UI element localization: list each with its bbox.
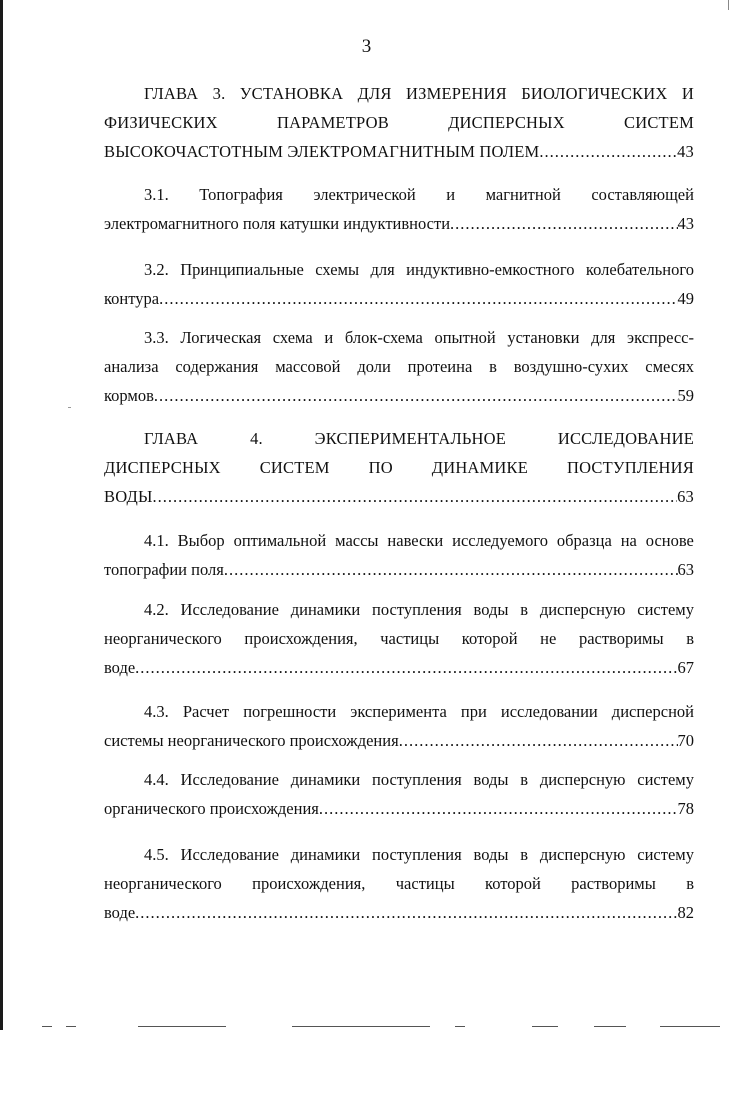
toc-word: Расчет (182, 702, 230, 721)
toc-word: протеина (407, 357, 473, 376)
toc-line (104, 255, 694, 284)
toc-word: ДЛЯ (357, 84, 392, 103)
dot-leader (135, 653, 677, 682)
toc-word: дисперсную (539, 845, 626, 864)
scan-artifact (532, 1026, 558, 1027)
toc-word: дисперсную (539, 600, 626, 619)
toc-entry-text: органического происхождения (104, 799, 319, 818)
toc-page-number: 67 (677, 658, 694, 677)
toc-entry-s4-4 (104, 765, 694, 823)
toc-word: ИССЛЕДОВАНИЕ (557, 429, 694, 448)
toc-page-number: 82 (677, 903, 694, 922)
toc-leader-line (104, 726, 694, 755)
toc-entry-s4-2 (104, 595, 694, 682)
toc-word: и (446, 185, 456, 204)
toc-word: ДИНАМИКЕ (431, 458, 529, 477)
toc-entry-text: топографии поля (104, 560, 224, 579)
toc-word: ГЛАВА (144, 84, 199, 103)
toc-line (104, 424, 694, 453)
toc-word: УСТАНОВКА (239, 84, 344, 103)
toc-word: Исследование (180, 600, 279, 619)
toc-word: магнитной (485, 185, 561, 204)
toc-page-number: 49 (677, 289, 694, 308)
dot-leader (539, 137, 677, 166)
toc-word: дисперсную (539, 770, 626, 789)
toc-entry-text: контура (104, 289, 160, 308)
toc-word: схема (272, 328, 313, 347)
toc-word: ИЗМЕРЕНИЯ (406, 84, 507, 103)
toc-line (104, 697, 694, 726)
toc-word: растворимы (578, 629, 664, 648)
toc-word: неорганического (104, 874, 222, 893)
toc-word: ГЛАВА (144, 429, 199, 448)
toc-word: ПАРАМЕТРОВ (276, 113, 389, 132)
toc-word: поступления (372, 600, 462, 619)
toc-word: доли (357, 357, 391, 376)
dot-leader (319, 794, 678, 823)
dot-leader (224, 555, 678, 584)
toc-word: в (489, 357, 497, 376)
toc-word: ЭКСПЕРИМЕНТАЛЬНОЕ (314, 429, 507, 448)
dot-leader (135, 898, 677, 927)
toc-word: 4.1. (144, 531, 169, 550)
toc-word: Исследование (180, 845, 279, 864)
toc-word: поступления (372, 770, 462, 789)
toc-word: 3.1. (144, 185, 169, 204)
toc-line (104, 869, 694, 898)
toc-word: Выбор (177, 531, 225, 550)
toc-word: ДИСПЕРСНЫХ (104, 458, 221, 477)
toc-word: для (591, 328, 616, 347)
toc-word: в (520, 770, 529, 789)
toc-word: СИСТЕМ (259, 458, 330, 477)
toc-entry-text: воде (104, 903, 136, 922)
toc-word: 3. (212, 84, 226, 103)
toc-leader-line (104, 898, 694, 927)
toc-word: динамики (290, 845, 361, 864)
toc-word: массовой (275, 357, 341, 376)
toc-word: исследовании (500, 702, 598, 721)
toc-line (104, 180, 694, 209)
toc-word: 4. (250, 429, 263, 448)
scan-artifact (594, 1026, 626, 1027)
toc-word: 4.4. (144, 770, 169, 789)
toc-word: массы (335, 531, 379, 550)
toc-page-number: 43 (677, 214, 694, 233)
toc-line (104, 453, 694, 482)
toc-leader-line (104, 555, 694, 584)
scan-left-edge (0, 0, 3, 1030)
toc-word: в (686, 629, 694, 648)
toc-entry-text: ВЫСОКОЧАСТОТНЫМ ЭЛЕКТРОМАГНИТНЫМ ПОЛЕМ (104, 142, 540, 161)
toc-word: СИСТЕМ (624, 113, 694, 132)
toc-word: систему (637, 600, 694, 619)
toc-word: воздушно-сухих (513, 357, 629, 376)
toc-word: погрешности (243, 702, 337, 721)
toc-word: Логическая (180, 328, 262, 347)
toc-leader-line (104, 284, 694, 313)
scan-speck (68, 407, 71, 408)
toc-word: установки (507, 328, 580, 347)
toc-word: основе (645, 531, 694, 550)
toc-word: дисперсной (611, 702, 694, 721)
toc-word: Топография (199, 185, 283, 204)
toc-word: схемы (315, 260, 360, 279)
toc-entry-text: кормов (104, 386, 154, 405)
toc-word: частицы (395, 874, 455, 893)
scan-artifact (66, 1026, 76, 1027)
toc-word: оптимальной (233, 531, 327, 550)
scan-corner-mark (710, 0, 729, 10)
toc-line (104, 79, 694, 108)
toc-word: при (460, 702, 487, 721)
toc-entry-s3-3 (104, 323, 694, 410)
toc-entry-s4-1 (104, 526, 694, 584)
toc-entry-text: воде (104, 658, 136, 677)
toc-word: анализа (104, 357, 159, 376)
toc-word: эксперимента (350, 702, 447, 721)
toc-word: происхождения, (244, 629, 358, 648)
toc-word: которой (461, 629, 518, 648)
toc-word: БИОЛОГИЧЕСКИХ (521, 84, 668, 103)
toc-word: экспресс- (627, 328, 694, 347)
toc-word: которой (485, 874, 541, 893)
toc-word: опытной (434, 328, 496, 347)
toc-word: воды (473, 845, 509, 864)
toc-leader-line (104, 653, 694, 682)
toc-word: неорганического (104, 629, 222, 648)
toc-word: образца (556, 531, 612, 550)
toc-word: на (620, 531, 637, 550)
toc-word: И (681, 84, 694, 103)
toc-word: индуктивно-емкостного (406, 260, 575, 279)
toc-word: в (520, 600, 529, 619)
toc-line (104, 765, 694, 794)
scan-artifact (42, 1026, 52, 1027)
dot-leader (154, 381, 678, 410)
toc-entry-s3-1 (104, 180, 694, 238)
toc-page-number: 78 (677, 799, 694, 818)
page-number: 3 (361, 36, 372, 57)
toc-word: содержания (175, 357, 259, 376)
toc-word: растворимы (571, 874, 656, 893)
toc-entry-text: электромагнитного поля катушки индуктивности (104, 214, 451, 233)
toc-word: смесях (645, 357, 694, 376)
toc-entry-s3-2 (104, 255, 694, 313)
toc-word: поступления (372, 845, 462, 864)
toc-page-number: 43 (677, 142, 694, 161)
scan-artifact (660, 1026, 720, 1027)
toc-word: 4.2. (144, 600, 169, 619)
toc-page-number: 63 (677, 560, 694, 579)
toc-leader-line (104, 209, 694, 238)
toc-word: навески (387, 531, 444, 550)
toc-word: и (324, 328, 334, 347)
toc-word: колебательного (585, 260, 694, 279)
toc-line (104, 595, 694, 624)
dot-leader (153, 482, 678, 511)
toc-word: воды (473, 770, 509, 789)
toc-word: воды (473, 600, 509, 619)
toc-leader-line (104, 482, 694, 511)
toc-word: динамики (290, 600, 361, 619)
toc-entry-s4-5 (104, 840, 694, 927)
toc-line (104, 840, 694, 869)
toc-word: Исследование (180, 770, 279, 789)
toc-line (104, 624, 694, 653)
toc-word: 4.5. (144, 845, 169, 864)
toc-word: составляющей (591, 185, 694, 204)
toc-line (104, 108, 694, 137)
toc-word: в (686, 874, 694, 893)
toc-word: происхождения, (252, 874, 366, 893)
toc-word: Принципиальные (180, 260, 304, 279)
toc-word: ФИЗИЧЕСКИХ (104, 113, 218, 132)
toc-word: систему (637, 845, 694, 864)
dot-leader (450, 209, 677, 238)
toc-word: для (370, 260, 395, 279)
dot-leader (399, 726, 678, 755)
toc-entry-ch3 (104, 79, 694, 166)
toc-word: 4.3. (144, 702, 169, 721)
toc-word: 3.2. (144, 260, 169, 279)
scan-artifact (292, 1026, 430, 1027)
toc-word: систему (637, 770, 694, 789)
toc-line (104, 352, 694, 381)
toc-entry-text: ВОДЫ (104, 487, 153, 506)
scan-artifact (138, 1026, 226, 1027)
toc-entry-text: системы неорганического происхождения (104, 731, 399, 750)
toc-line (104, 526, 694, 555)
toc-word: исследуемого (452, 531, 548, 550)
toc-word: блок-схема (344, 328, 423, 347)
toc-word: ПО (368, 458, 393, 477)
toc-line (104, 323, 694, 352)
toc-entry-s4-3 (104, 697, 694, 755)
toc-word: 3.3. (144, 328, 169, 347)
toc-word: не (540, 629, 557, 648)
toc-leader-line (104, 381, 694, 410)
scan-artifact (455, 1026, 465, 1027)
toc-page-number: 70 (677, 731, 694, 750)
toc-entry-ch4 (104, 424, 694, 511)
toc-word: ДИСПЕРСНЫХ (448, 113, 565, 132)
toc-leader-line (104, 794, 694, 823)
toc-page-number: 59 (677, 386, 694, 405)
toc-leader-line (104, 137, 694, 166)
dot-leader (159, 284, 677, 313)
toc-word: электрической (313, 185, 416, 204)
toc-word: частицы (380, 629, 440, 648)
toc-page-number: 63 (677, 487, 694, 506)
toc-word: в (520, 845, 529, 864)
toc-word: динамики (290, 770, 361, 789)
toc-word: ПОСТУПЛЕНИЯ (566, 458, 694, 477)
